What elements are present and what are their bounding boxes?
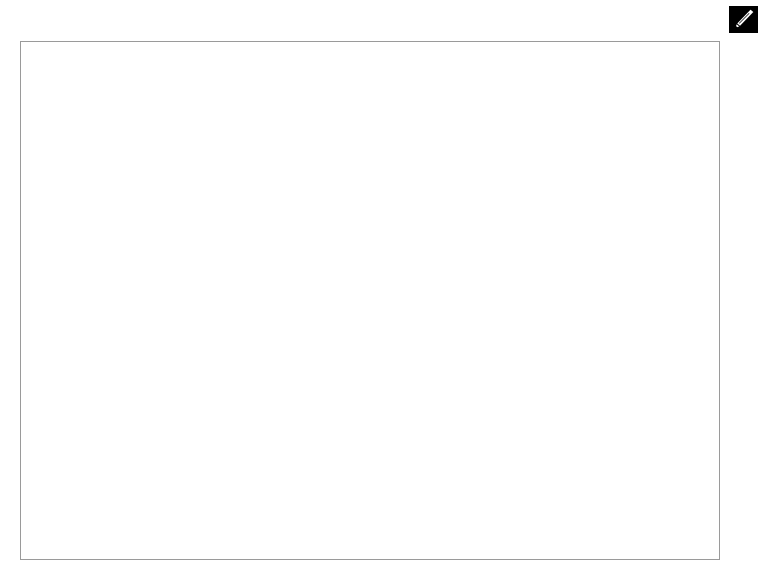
worksheet-header: [0, 0, 768, 38]
worksheet-body: [20, 41, 720, 560]
pencil-icon: [729, 6, 758, 33]
